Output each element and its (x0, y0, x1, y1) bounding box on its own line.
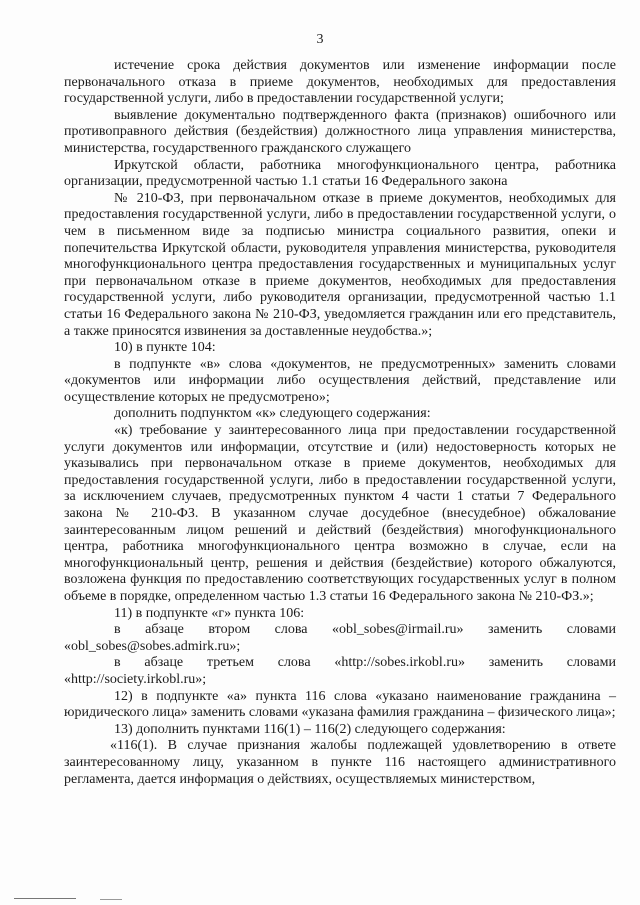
paragraph-6: в подпункте «в» слова «документов, не предусмотренных» заменить словами «документов или информации либо осуществления действий, представление или осуществление которых не предусмотрено»; (64, 356, 616, 405)
paragraph-4: № 210-ФЗ, при первоначальном отказе в приеме документов, необходимых для предоставления государственной услуги, либо в предоставлении государственной услуги, о чем в письменном виде за подписью министра социального развития, опеки и попечительства Иркутской области, руководителя управления министерства, руководителя многофункционального центра предоставления государственных и муниципальных услуг при первоначальном отказе в приеме документов, необходимых для предоставления государственной услуги, либо руководителя организации, предусмотренной частью 1.1 статьи 16 Федерального закона № 210-ФЗ, уведомляется гражданин или его представитель, а также приносятся извинения за доставленные неудобства.»; (64, 190, 616, 339)
paragraph-8: «к) требование у заинтересованного лица при предоставлении государственной услуги документов или информации, отсутствие и (или) недостоверность которых не указывались при первоначальном отказе в приеме документов, необходимых для предоставления государственной услуги, либо в предоставлении государственной услуги, за исключением случаев, предусмотренных пунктом 4 части 1 статьи 7 Федерального закона № 210-ФЗ. В указанном случае досудебное (внесудебное) обжалование заинтересованным лицом решений и действий (бездействия) многофункционального центра, работника многофункционального центра возможно в случае, если на многофункциональный центр, решения и действия (бездействие) которого обжалуются, возложена функция по предоставлению соответствующих государственных услуг в полном объеме в порядке, определенном частью 1.3 статьи 16 Федерального закона № 210-ФЗ.»; (64, 423, 616, 604)
footer-line (14, 898, 76, 899)
paragraph-3: Иркутской области, работника многофункционального центра, работника организации, предусмотренной частью 1.1 статьи 16 Федерального закона (64, 157, 616, 190)
paragraph-9: 11) в подпункте «г» пункта 106: (114, 605, 305, 621)
paragraph-10: в абзаце втором слова «obl_sobes@irmail.ru» заменить словами «obl_sobes@sobes.admirk.ru»; (64, 622, 616, 654)
footer-line-short (100, 899, 122, 900)
paragraph-12: 12) в подпункте «а» пункта 116 слова «указано наименование гражданина – юридического лица» заменить словами «указана фамилия гражданина – физического лица»; (64, 688, 616, 721)
paragraph-2: выявление документально подтвержденного факта (признаков) ошибочного или противоправного действия (бездействия) должностного лица управления министерства, министерства, государственного гражданского служащего (64, 107, 616, 156)
paragraph-5: 10) в пункте 104: (114, 340, 216, 356)
paragraph-11: в абзаце третьем слова «http://sobes.irkobl.ru» заменить словами «http://society.irkobl.ru»; (64, 655, 616, 687)
paragraph-14: «116(1). В случае признания жалобы подлежащей удовлетворению в ответе заинтересованному лицу, указанном в пункте 116 настоящего административного регламента, дается информация о действиях, осуществляемых министерством, (64, 738, 616, 787)
page-number: 3 (316, 32, 324, 47)
document-body (64, 58, 616, 788)
footer-rule (0, 892, 640, 905)
paragraph-13: 13) дополнить пунктами 116(1) – 116(2) следующего содержания: (114, 721, 506, 737)
paragraph-1: истечение срока действия документов или изменение информации после первоначального отказа в приеме документов, необходимых для предоставления государственной услуги, либо в предоставлении государственной услуги; (64, 58, 616, 107)
paragraph-7: дополнить подпунктом «к» следующего содержания: (114, 406, 431, 422)
